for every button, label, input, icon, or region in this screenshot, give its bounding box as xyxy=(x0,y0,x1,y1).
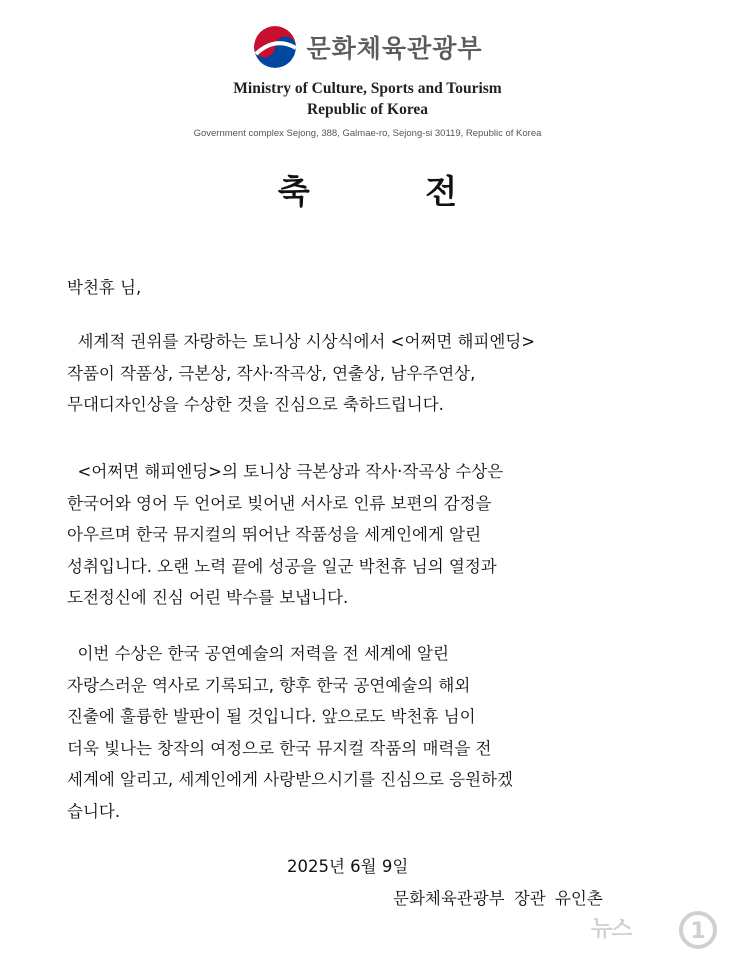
ministry-korean-name: 문화체육관광부 xyxy=(306,34,483,63)
english-name-line1: Ministry of Culture, Sports and Tourism xyxy=(233,80,502,97)
signature: 문화체육관광부 장관 유인촌 xyxy=(393,889,603,908)
letter-title: 축 전 xyxy=(277,172,510,211)
news1-watermark: 뉴스 xyxy=(591,917,632,942)
letterhead xyxy=(0,0,735,150)
ministry-address: Government complex Sejong, 388, Galmae-ro, Sejong-si 30119, Republic of Korea xyxy=(193,128,542,139)
paragraph-3: 이번 수상은 한국 공연예술의 저력을 전 세계에 알린 자랑스러운 역사로 기록되고, 향후 한국 공연예술의 해외 진출에 훌륭한 발판이 될 것입니다. 앞으로도 박천휴 님이 더욱 빛나는 창작의 여정으로 한국 뮤지컬 작품의 매력을 전 세계에 알리고, 세계인에게 사랑받으시기를 진심으로 응원하겠 습니다. xyxy=(67,644,513,821)
news1-logo-icon xyxy=(675,910,721,950)
ministry-english-name xyxy=(0,78,735,120)
letter-date: 2025년 6월 9일 xyxy=(287,857,409,876)
taegeuk-emblem-icon xyxy=(252,24,298,70)
paragraph-1: 세계적 권위를 자랑하는 토니상 시상식에서 <어쩌면 해피엔딩> 작품이 작품상, 극본상, 작사·작곡상, 연출상, 남우주연상, 무대디자인상을 수상한 것을 진심으로 축하드립니다. xyxy=(67,332,536,414)
ministry-logo xyxy=(0,24,735,70)
english-name-line2: Republic of Korea xyxy=(306,101,429,118)
watermark-mark-text: 1 xyxy=(690,919,706,944)
paragraph-2: <어쩌면 해피엔딩>의 토니상 극본상과 작사·작곡상 수상은 한국어와 영어 두 언어로 빚어낸 서사로 인류 보편의 감정을 아우르며 한국 뮤지컬의 뛰어난 작품성을 세계인에게 알린 성취입니다. 오랜 노력 끝에 성공을 일군 박천휴 님의 열정과 도전정신에 진심 어린 박수를 보냅니다. xyxy=(67,462,504,607)
salutation: 박천휴 님, xyxy=(67,278,142,297)
